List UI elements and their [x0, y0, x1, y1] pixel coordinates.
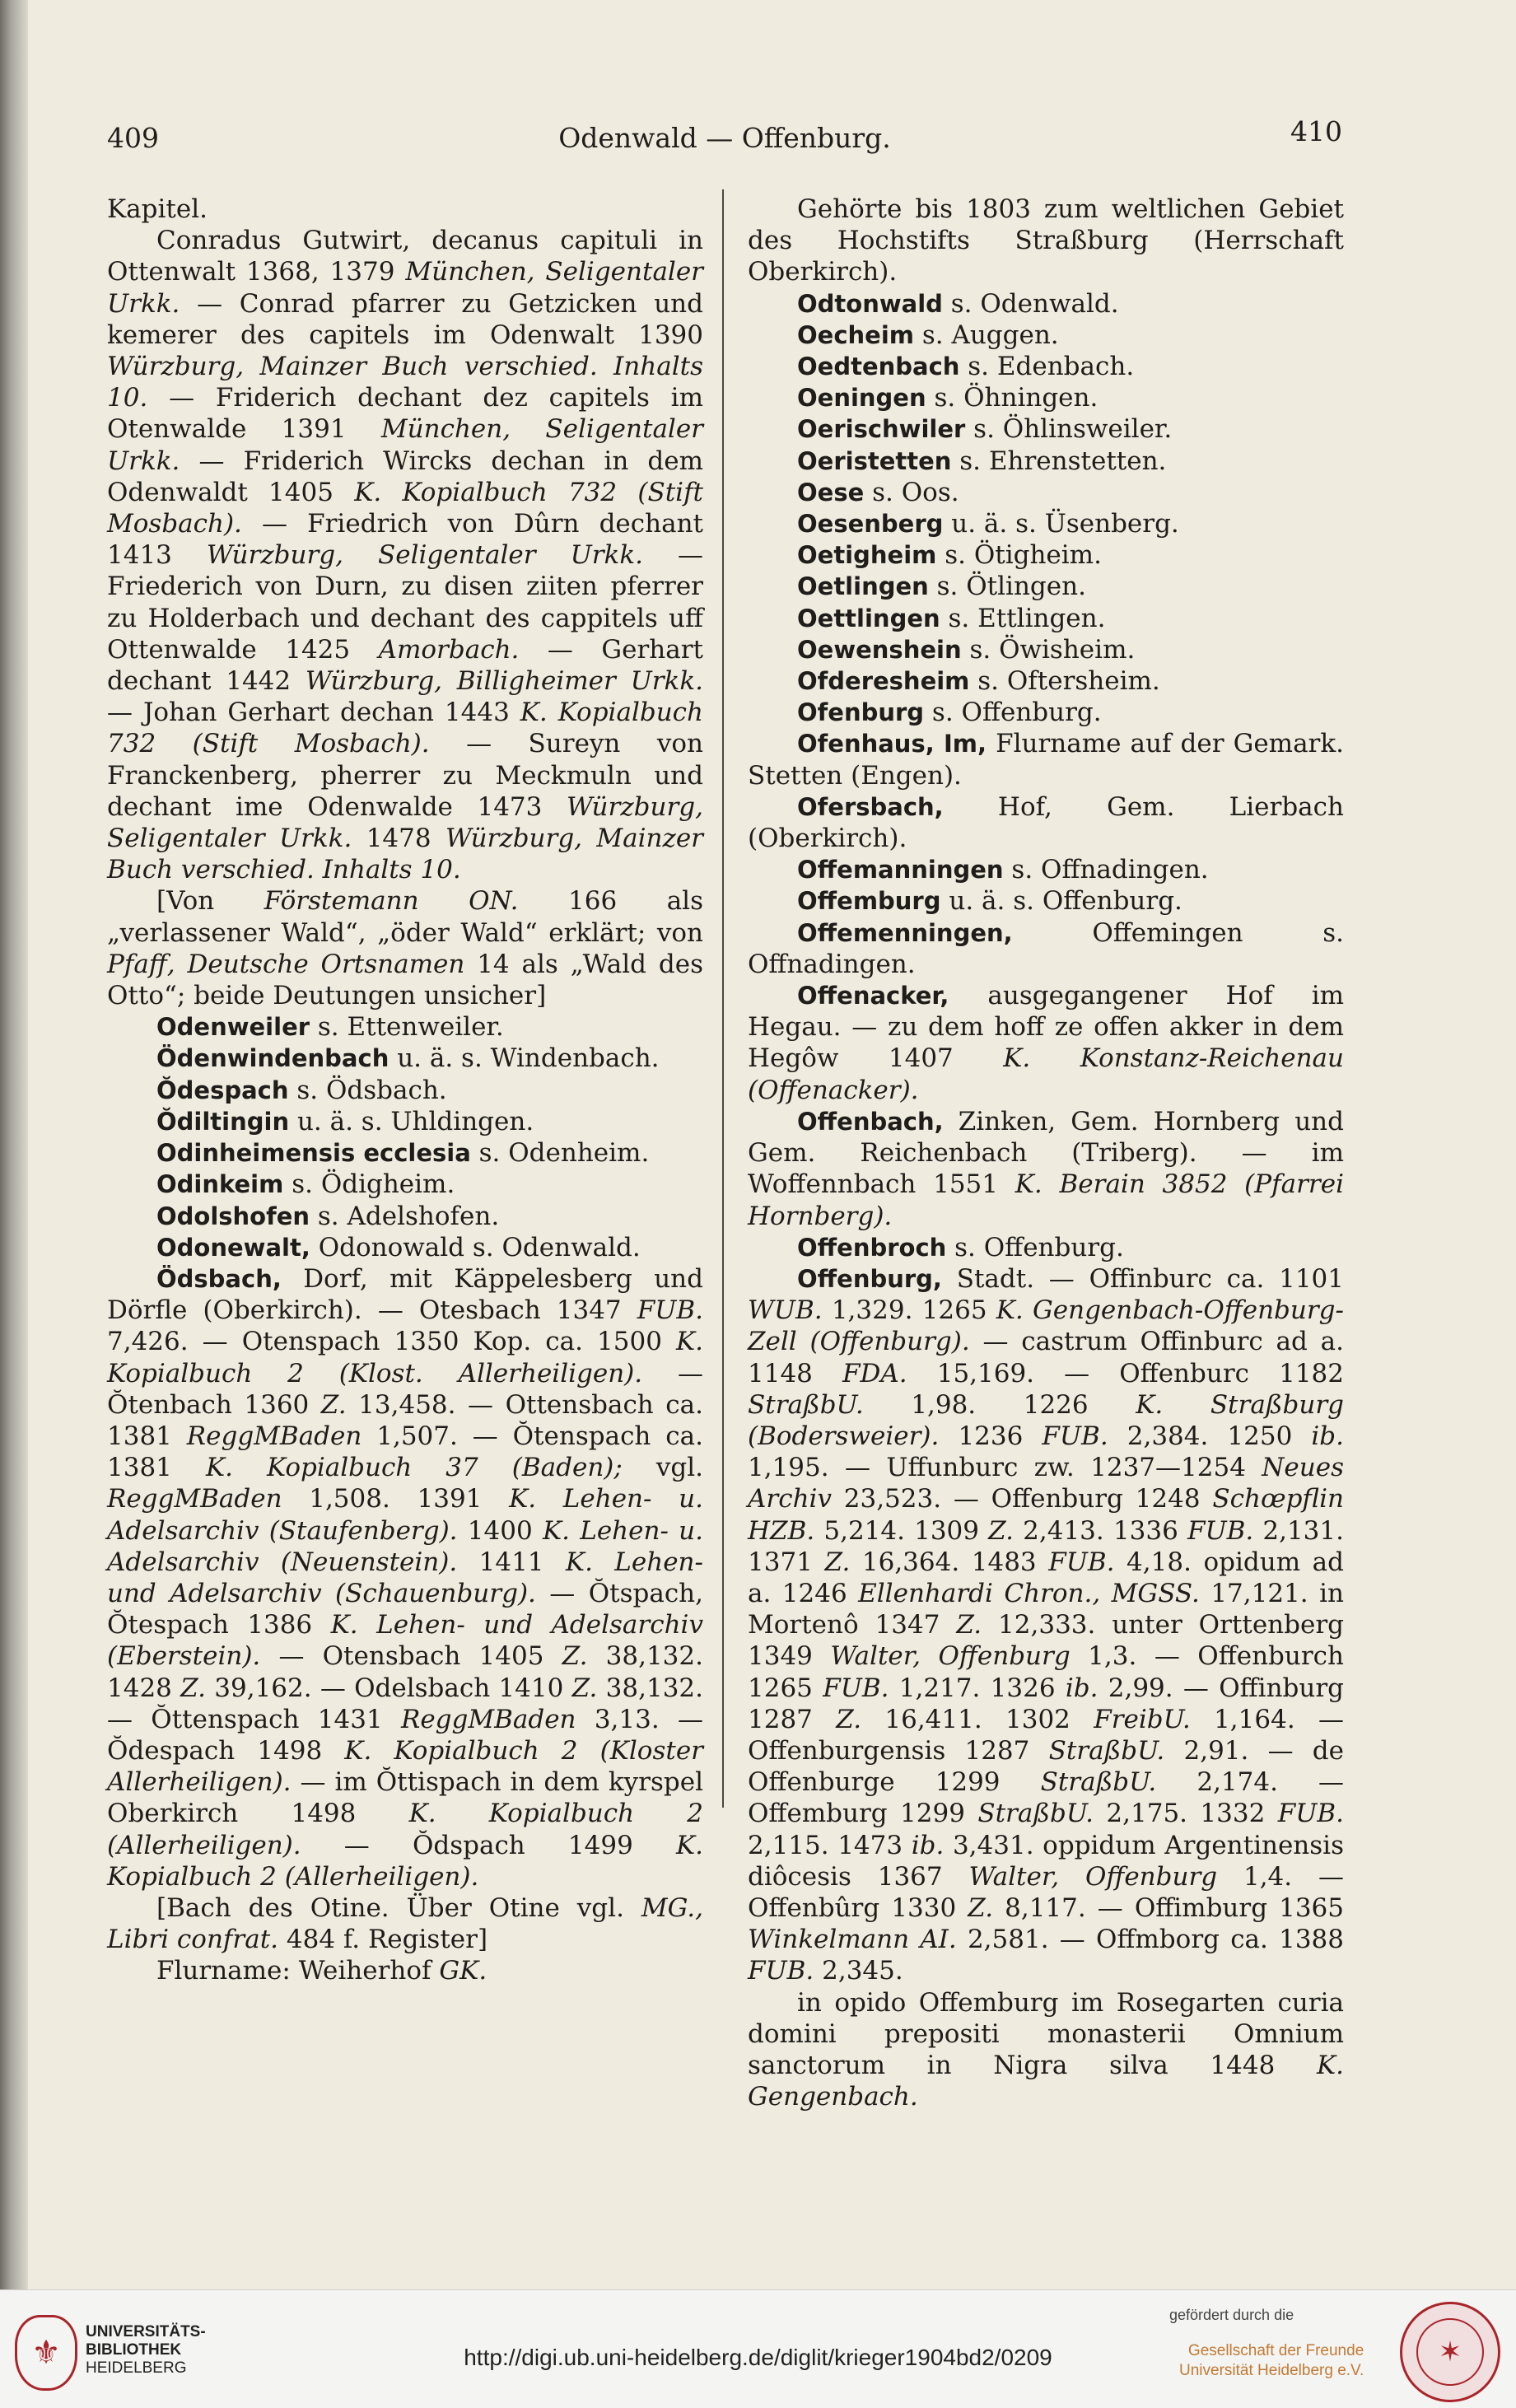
headword: Ofderesheim	[797, 667, 970, 696]
text-paragraph	[107, 1955, 703, 1986]
text-run: ausgegangener Hof im Hegau. — zu dem hoff ze offen akker in dem Hegôw 1407	[748, 981, 1344, 1074]
text-run: 4,18. opidum ad a. 1246	[748, 1547, 1344, 1608]
sponsor-line-2: Universität Heidelberg e.V.	[1179, 2362, 1364, 2379]
text-run: s. Offnadingen.	[1003, 855, 1209, 885]
source-citation: Winkelmann AI.	[748, 1925, 957, 1955]
text-run: u. ä. s. Offenburg.	[940, 886, 1182, 917]
source-citation: Walter, Offenburg	[830, 1641, 1071, 1672]
text-run: 2,175. 1332	[1094, 1799, 1278, 1829]
source-citation: FUB.	[637, 1295, 703, 1326]
source-citation: FreibU.	[1094, 1704, 1191, 1734]
source-citation: FUB.	[748, 1956, 814, 1986]
text-paragraph	[748, 539, 1344, 571]
text-paragraph	[748, 446, 1344, 477]
source-citation: Würzburg, Seligentaler Urkk.	[206, 540, 643, 571]
text-paragraph	[748, 697, 1344, 728]
source-citation: ib.	[911, 1830, 945, 1860]
text-run: 5,214. 1309	[814, 1515, 989, 1546]
source-citation: Z.	[562, 1641, 588, 1672]
text-paragraph	[748, 634, 1344, 665]
source-citation: München, Seligentaler Urkk.	[107, 257, 704, 319]
text-run: s. Oftersheim.	[969, 666, 1160, 697]
text-run: 12,333. unter Orttenberg 1349	[748, 1610, 1344, 1672]
text-run: 7,426. — Otenspach 1350 Kop. ca. 1500	[107, 1327, 676, 1357]
text-paragraph	[748, 854, 1344, 885]
text-run: — Ŏtspach, Ŏtespach 1386	[107, 1578, 703, 1640]
university-seal-icon: ⚜	[15, 2315, 77, 2391]
source-citation: StraßbU.	[1048, 1735, 1165, 1766]
source-citation: K. Lehen- und Adelsarchiv (Eberstein).	[107, 1610, 703, 1672]
text-run: u. ä. s. Uhldingen.	[289, 1106, 534, 1136]
source-citation: Z.	[836, 1704, 862, 1734]
text-run: s. Adelshofen.	[310, 1201, 500, 1231]
seal-center-icon: ✶	[1416, 2318, 1484, 2386]
text-paragraph	[748, 508, 1344, 539]
text-run: s. Öhlinsweiler.	[965, 414, 1173, 445]
headword: Offenacker,	[797, 982, 949, 1010]
headword: Ŏdiltingin	[156, 1107, 290, 1136]
source-citation: Z.	[824, 1547, 851, 1577]
source-citation: ib.	[1065, 1673, 1099, 1703]
text-run: — Conrad pfarrer zu Getzicken und kemerer des capitels im Odenwalt 1390	[107, 288, 703, 350]
text-run: 38,132. — Ŏttenspach 1431	[107, 1673, 703, 1734]
text-run: 1,195. — Uffunburc zw. 1237—1254	[748, 1453, 1262, 1483]
headword: Ödsbach,	[156, 1264, 282, 1293]
text-paragraph	[107, 1892, 703, 1955]
text-run: s. Öhningen.	[926, 383, 1099, 413]
text-paragraph	[107, 225, 703, 885]
text-paragraph	[748, 1232, 1344, 1263]
source-citation: Würzburg, Mainzer Buch verschied. Inhalts 10.	[107, 824, 703, 885]
headword: Offenburg,	[797, 1264, 942, 1293]
text-run: s. Ödigheim.	[283, 1169, 455, 1200]
source-citation: München, Seligentaler Urkk.	[107, 414, 704, 476]
headword: Oeristetten	[797, 446, 952, 475]
text-paragraph	[107, 1043, 703, 1074]
text-run: 1478	[352, 824, 445, 854]
text-run: s. Öwisheim.	[961, 634, 1136, 665]
source-citation: ReggMBaden	[400, 1704, 576, 1734]
source-citation: K. Kopialbuch 732 (Stift Mosbach).	[107, 477, 704, 539]
text-run: Flurname: Weiherhof	[156, 1956, 440, 1986]
headword: Ofenburg	[797, 698, 925, 727]
source-citation: K. Straßburg (Bodersweier).	[748, 1389, 1344, 1451]
page-number-left: 409	[107, 122, 159, 154]
source-citation: Pfaff, Deutsche Ortsnamen	[107, 949, 465, 979]
text-run: 2,413. 1336	[1014, 1515, 1187, 1546]
text-run: 1,217. 1326	[889, 1673, 1066, 1703]
headword: Oedtenbach	[797, 352, 960, 381]
text-run: u. ä. s. Windenbach.	[389, 1043, 660, 1074]
source-citation: Z.	[956, 1610, 982, 1640]
source-citation: Z.	[968, 1892, 994, 1923]
headword: Odolshofen	[156, 1202, 310, 1230]
text-run: s. Oos.	[864, 477, 959, 507]
source-citation: StraßbU.	[748, 1389, 864, 1420]
text-run: Kapitel.	[107, 194, 208, 224]
sponsor-seal-icon	[1400, 2302, 1500, 2402]
text-paragraph	[107, 1106, 703, 1137]
source-citation: K. Kopialbuch 2 (Allerheiligen).	[107, 1830, 703, 1892]
headword: Odenweiler	[156, 1013, 310, 1042]
text-paragraph	[748, 917, 1344, 980]
text-run: 1,329. 1265	[822, 1295, 996, 1326]
source-citation: K. Lehen- und Adelsarchiv (Schauenburg).	[107, 1547, 703, 1608]
text-run: 14 als „Wald des Otto“; beide Deutungen unsicher]	[107, 949, 703, 1011]
source-citation: Amorbach.	[378, 634, 520, 665]
text-run: s. Ettenweiler.	[310, 1012, 504, 1043]
headword: Oecheim	[797, 320, 914, 349]
headword: Oese	[797, 478, 865, 506]
text-run: s. Ettlingen.	[940, 603, 1106, 633]
text-paragraph	[748, 603, 1344, 634]
text-paragraph	[748, 665, 1344, 697]
text-paragraph	[107, 1011, 703, 1043]
text-run: [Von	[156, 886, 264, 917]
text-run: Stadt. — Offinburc ca. 1101	[941, 1263, 1344, 1294]
source-citation: K. Berain 3852 (Pfarrei Hornberg).	[748, 1169, 1344, 1231]
text-paragraph	[748, 351, 1344, 382]
source-citation: Förstemann ON.	[264, 886, 519, 917]
text-run: 166 als „verlassener Wald“, „öder Wald“ erklärt; von	[107, 886, 703, 948]
source-citation: K. Kopialbuch 2 (Allerheiligen).	[107, 1799, 703, 1860]
text-paragraph	[107, 1169, 703, 1200]
headword: Oetigheim	[797, 541, 937, 570]
text-paragraph	[748, 477, 1344, 508]
text-paragraph	[748, 288, 1344, 320]
headword: Ödenwindenbach	[156, 1044, 389, 1073]
library-line-2: BIBLIOTHEK	[86, 2341, 182, 2359]
page-header	[99, 115, 1350, 165]
text-run: Offemingen s. Offnadingen.	[748, 917, 1344, 979]
text-run: 38,132. 1428	[107, 1641, 703, 1703]
text-run: 16,411. 1302	[861, 1704, 1094, 1734]
source-citation: K. Kopialbuch 37 (Baden);	[205, 1453, 623, 1483]
binding-shadow	[0, 0, 28, 2289]
text-run: Odonowald s. Odenwald.	[310, 1232, 641, 1262]
text-run: s. Ödsbach.	[288, 1075, 447, 1105]
headword: Offenbach,	[797, 1107, 944, 1136]
source-citation: Würzburg, Seligentaler Urkk.	[107, 791, 703, 854]
headword: Offemanningen	[797, 856, 1004, 884]
source-citation: K. Kopialbuch 2 (Klost. Allerheiligen).	[107, 1327, 703, 1388]
text-run: 2,131. 1371	[748, 1515, 1344, 1577]
source-citation: Z.	[988, 1515, 1015, 1546]
text-run: Flurname auf der Gemark. Stetten (Engen).	[748, 729, 1345, 791]
text-run: — Johan Gerhart dechan 1443	[107, 698, 520, 728]
text-run: 2,174. — Offemburg 1299	[748, 1767, 1345, 1829]
headword: Odinheimensis ecclesia	[156, 1139, 471, 1168]
column-divider	[722, 189, 724, 1808]
source-citation: Würzburg, Mainzer Buch verschied. Inhalts 10.	[107, 352, 703, 413]
text-run: vgl.	[622, 1453, 704, 1483]
text-paragraph	[748, 1987, 1344, 2113]
text-paragraph	[748, 413, 1344, 445]
text-paragraph	[748, 382, 1344, 413]
library-line-1: UNIVERSITÄTS-	[86, 2323, 206, 2340]
sponsor-line-1: Gesellschaft der Freunde	[1187, 2342, 1364, 2359]
text-run: 39,162. — Odelsbach 1410	[206, 1673, 572, 1703]
text-run: 484 f. Register]	[278, 1925, 488, 1955]
text-paragraph	[748, 571, 1344, 602]
text-paragraph	[107, 1263, 703, 1892]
text-run: 1,98. 1226	[863, 1389, 1136, 1420]
source-citation: K. Gengenbach-Offenburg-Zell (Offenburg).	[748, 1295, 1344, 1357]
source-citation: ReggMBaden	[107, 1484, 282, 1514]
headword: Oewenshein	[797, 635, 962, 664]
text-run: Zinken, Gem. Hornberg und Gem. Reichenbach (Triberg). — im Woffennbach 1551	[748, 1106, 1344, 1200]
running-title: Odenwald — Offenburg.	[558, 122, 891, 154]
text-run: 3,431. oppidum Argentinensis diôcesis 1367	[748, 1830, 1344, 1892]
source-citation: Z.	[571, 1673, 598, 1703]
text-run: — castrum Offinburc ad a. 1148	[748, 1327, 1344, 1388]
source-url[interactable]: http://digi.ub.uni-heidelberg.de/diglit/krieger1904bd2/0209	[464, 2345, 1052, 2370]
headword: Ofenhaus, Im,	[797, 730, 987, 758]
source-citation: Z.	[180, 1673, 207, 1703]
sponsor-label: gefördert durch die	[1169, 2307, 1294, 2323]
left-column	[107, 194, 703, 1987]
headword: Offemburg	[797, 887, 941, 916]
source-citation: FUB.	[823, 1673, 889, 1703]
text-run: s. Offenburg.	[924, 698, 1102, 728]
text-run: s. Ehrenstetten.	[951, 446, 1167, 476]
text-run: 1,164. — Offenburgensis 1287	[748, 1704, 1344, 1766]
text-run: Dorf, mit Käppelesberg und Dörfle (Oberkirch). — Otesbach 1347	[107, 1263, 703, 1326]
source-citation: Würzburg, Billigheimer Urkk.	[305, 666, 703, 697]
text-run: s. Odenheim.	[470, 1138, 650, 1169]
text-paragraph	[107, 1232, 703, 1263]
headword: Oesenberg	[797, 510, 944, 539]
text-paragraph	[748, 320, 1344, 351]
source-citation: FUB.	[1048, 1547, 1115, 1577]
text-paragraph	[748, 1263, 1344, 1987]
text-paragraph	[107, 1075, 703, 1106]
text-run: 1400	[457, 1515, 543, 1546]
text-run: — Ŏtenbach 1360	[107, 1358, 703, 1420]
source-citation: FUB.	[1042, 1421, 1108, 1451]
text-run: — Otensbach 1405	[260, 1641, 562, 1672]
source-citation: Schœpflin HZB.	[748, 1484, 1344, 1546]
text-run: — Sureyn von Franckenberg, pherrer zu Meckmuln und dechant ime Odenwalde 1473	[107, 729, 703, 822]
source-citation: Ellenhardi Chron., MGSS.	[858, 1578, 1200, 1608]
headword: Offenbroch	[797, 1233, 947, 1262]
source-citation: K. Konstanz-Reichenau (Offenacker).	[748, 1043, 1344, 1105]
text-paragraph	[107, 1137, 703, 1169]
source-citation: FUB.	[1187, 1515, 1254, 1546]
text-run: s. Ötlingen.	[928, 572, 1086, 602]
headword: Oerischwiler	[797, 415, 966, 444]
text-run: 1236	[939, 1421, 1043, 1451]
headword: Oetlingen	[797, 572, 929, 601]
source-citation: K. Gengenbach.	[748, 2050, 1344, 2112]
headword: Offemenningen,	[797, 918, 1013, 947]
text-run: 8,117. — Offimburg 1365	[993, 1892, 1344, 1923]
source-citation: WUB.	[748, 1295, 823, 1326]
headword: Ofersbach,	[797, 792, 944, 821]
text-run: Hof, Gem. Lierbach (Oberkirch).	[748, 791, 1344, 854]
text-paragraph	[748, 980, 1344, 1106]
source-citation: StraßbU.	[1040, 1767, 1157, 1798]
text-run: 1,507. — Ŏtenspach ca. 1381	[107, 1421, 703, 1483]
library-line-3: HEIDELBERG	[86, 2359, 187, 2377]
headword: Odtonwald	[797, 289, 943, 318]
text-run: 15,169. — Offenburc 1182	[907, 1358, 1344, 1388]
right-column	[748, 194, 1344, 2112]
text-run: 1411	[457, 1547, 566, 1577]
text-run: s. Edenbach.	[959, 352, 1135, 382]
viewer-footer	[0, 2289, 1516, 2408]
text-run: 3,13. — Ŏdespach 1498	[107, 1704, 703, 1766]
text-paragraph	[748, 728, 1344, 791]
text-run: 2,345.	[814, 1956, 903, 1986]
text-run: 23,523. — Offenburg 1248	[831, 1484, 1213, 1514]
text-run: 2,115. 1473	[748, 1830, 912, 1860]
text-paragraph	[107, 885, 703, 1011]
text-run: 2,384. 1250	[1108, 1421, 1312, 1451]
text-run: Conradus Gutwirt, decanus capituli in Ottenwalt 1368, 1379	[107, 226, 703, 287]
text-run: s. Odenwald.	[942, 288, 1119, 319]
headword: Odonewalt,	[156, 1233, 310, 1262]
source-citation: K. Lehen- u. Adelsarchiv (Neuenstein).	[107, 1515, 703, 1577]
source-citation: Neues Archiv	[748, 1453, 1344, 1514]
text-run: 2,99. — Offinburg 1287	[748, 1673, 1345, 1734]
text-run: 1,4. — Offenbûrg 1330	[748, 1861, 1344, 1923]
text-run: s. Offenburg.	[946, 1232, 1124, 1262]
text-run: — Friedrich von Dûrn dechant 1413	[107, 509, 703, 571]
text-run: — im Ŏttispach in dem kyrspel Oberkirch 1498	[107, 1767, 703, 1829]
source-citation: Z.	[320, 1389, 347, 1420]
source-citation: GK.	[439, 1956, 487, 1986]
text-run: 1,508. 1391	[282, 1484, 510, 1514]
text-run: 17,121. in Mortenô 1347	[748, 1578, 1344, 1640]
text-run: 16,364. 1483	[850, 1547, 1049, 1577]
text-paragraph	[748, 791, 1344, 854]
text-run: 13,458. — Ottensbach ca. 1381	[107, 1389, 704, 1451]
headword: Ŏdespach	[156, 1076, 289, 1104]
source-citation: ib.	[1311, 1421, 1344, 1451]
source-citation: ReggMBaden	[186, 1421, 362, 1451]
headword: Odinkeim	[156, 1170, 284, 1199]
text-run: 2,581. — Offmborg ca. 1388	[956, 1925, 1344, 1955]
text-run: — Friederich von Durn, zu disen ziiten pferrer zu Holderbach und dechant des cappitels uff Ottenwalde 1425	[107, 540, 704, 665]
headword: Oeningen	[797, 384, 926, 413]
headword: Oettlingen	[797, 604, 940, 632]
text-paragraph	[748, 1106, 1344, 1232]
text-run: — Friderich dechant dez capitels im Otenwalde 1391	[107, 383, 703, 445]
source-citation: K. Kopialbuch 732 (Stift Mosbach).	[107, 698, 703, 759]
text-run: — Gerhart dechant 1442	[107, 634, 703, 697]
text-run: — Ŏdspach 1499	[301, 1830, 676, 1860]
source-citation: FUB.	[1277, 1799, 1344, 1829]
page-number-right: 410	[1290, 115, 1342, 147]
text-run: s. Auggen.	[913, 320, 1059, 350]
text-run: u. ä. s. Üsenberg.	[943, 509, 1179, 539]
text-run: in opido Offemburg im Rosegarten curia domini prepositi monasterii Omnium sanctorum in Nigra silva 1448	[748, 1987, 1344, 2080]
text-paragraph	[107, 194, 703, 225]
text-run: 1,3. — Offenburch 1265	[748, 1641, 1345, 1703]
text-run: s. Ötigheim.	[936, 540, 1102, 571]
source-citation: K. Kopialbuch 2 (Kloster Allerheiligen).	[107, 1735, 703, 1798]
source-citation: StraßbU.	[977, 1799, 1094, 1829]
text-run: [Bach des Otine. Über Otine vgl.	[156, 1892, 641, 1923]
source-citation: K. Lehen- u. Adelsarchiv (Staufenberg).	[107, 1484, 703, 1546]
text-paragraph	[748, 885, 1344, 917]
text-paragraph	[748, 194, 1344, 288]
text-run: 2,91. — de Offenburge 1299	[748, 1735, 1344, 1798]
text-run: — Friderich Wircks dechan in dem Odenwaldt 1405	[107, 446, 703, 507]
text-paragraph	[107, 1201, 703, 1232]
source-citation: Walter, Offenburg	[968, 1861, 1218, 1892]
source-citation: FDA.	[842, 1358, 907, 1388]
text-run: Gehörte bis 1803 zum weltlichen Gebiet des Hochstifts Straßburg (Herrschaft Oberkirch).	[748, 194, 1344, 287]
source-citation: MG., Libri confrat.	[107, 1892, 703, 1955]
sponsor-name	[1179, 2341, 1364, 2381]
